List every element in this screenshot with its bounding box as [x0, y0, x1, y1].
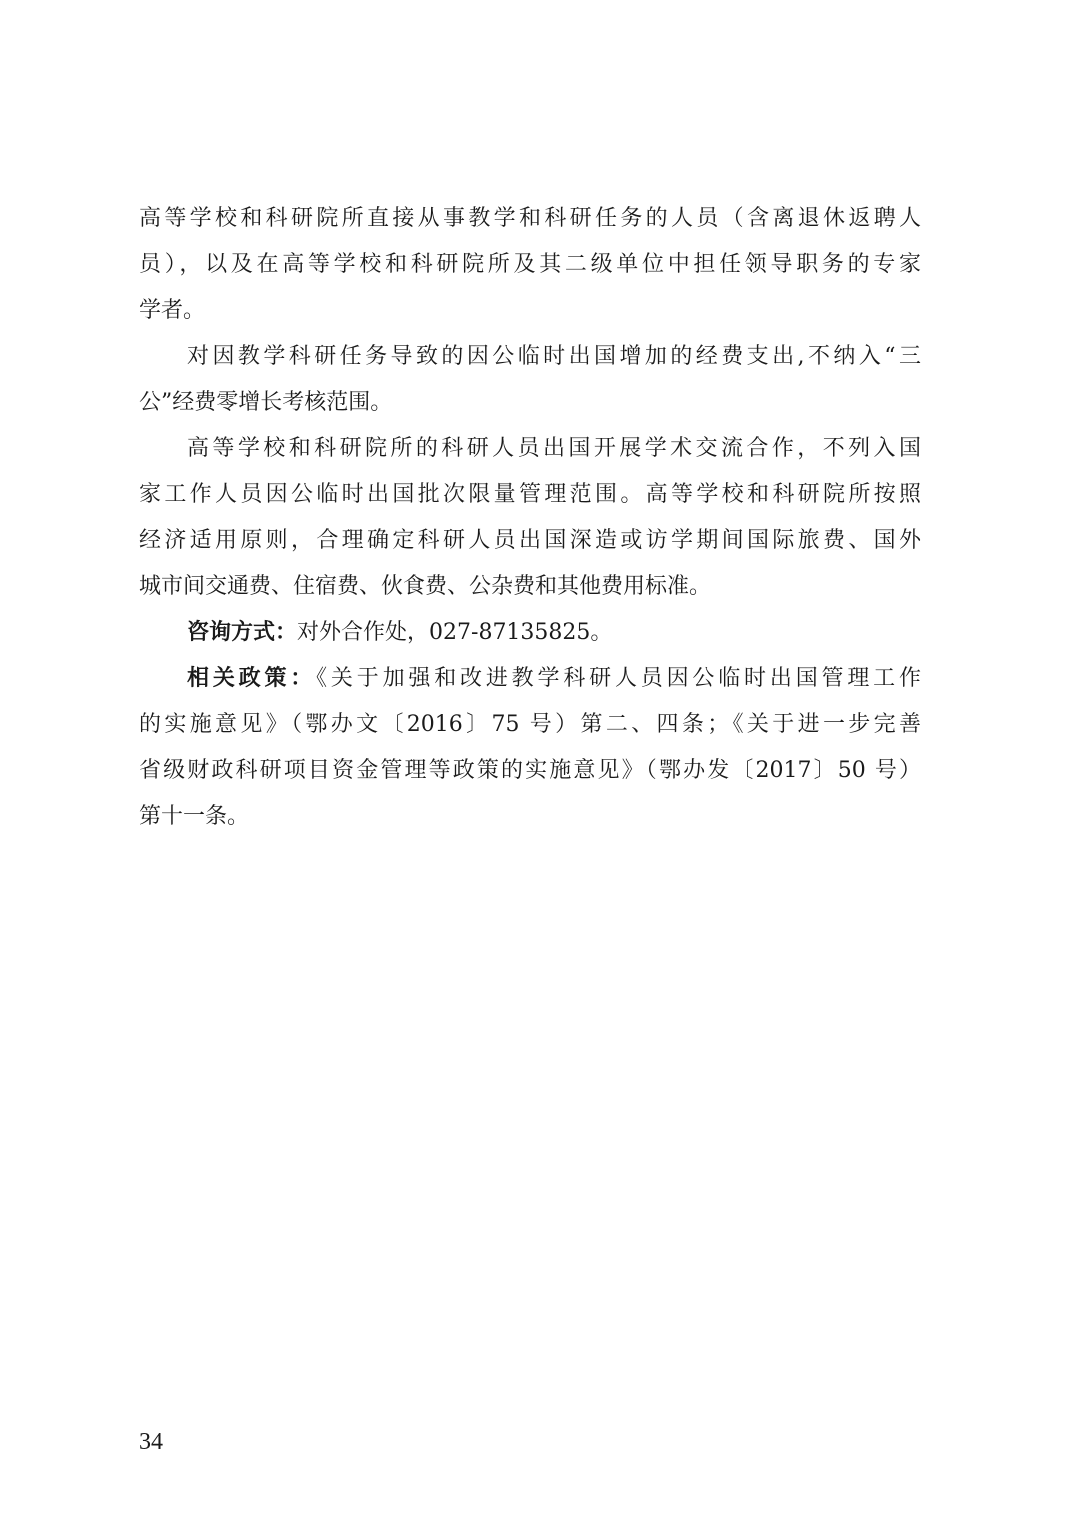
contact-label: 咨询方式：	[187, 620, 298, 645]
text-line: 高等学校和科研院所的科研人员出国开展学术交流合作，不列入国	[187, 436, 921, 461]
text-line: 第十一条。	[139, 804, 250, 829]
paragraph-eligible-personnel	[139, 196, 921, 334]
text-line: 员），以及在高等学校和科研院所及其二级单位中担任领导职务的专家	[139, 252, 921, 277]
paragraph-expense-exclusion	[139, 334, 921, 426]
text-line	[139, 610, 921, 656]
page-number: 34	[139, 1429, 163, 1455]
page-body	[139, 196, 921, 840]
text-line: 公”经费零增长考核范围。	[139, 390, 393, 415]
text-line: 家工作人员因公临时出国批次限量管理范围。高等学校和科研院所按照	[139, 482, 921, 507]
policy-label: 相关政策：	[187, 666, 317, 691]
text-line: 对因教学科研任务导致的因公临时出国增加的经费支出,不纳入“三	[187, 344, 921, 369]
text-line: 高等学校和科研院所直接从事教学和科研任务的人员（含离退休返聘人	[139, 206, 921, 231]
paragraph-related-policy	[139, 656, 921, 840]
policy-text: 《关于加强和改进教学科研人员因公临时出国管理工作	[316, 666, 921, 691]
contact-text: 对外合作处，027-87135825。	[297, 620, 613, 645]
text-line: 省级财政科研项目资金管理等政策的实施意见》（鄂办发〔2017〕50 号）	[139, 758, 921, 783]
paragraph-exchange-management	[139, 426, 921, 610]
text-line: 城市间交通费、住宿费、伙食费、公杂费和其他费用标准。	[139, 574, 712, 599]
text-line: 学者。	[139, 298, 206, 323]
paragraph-contact	[139, 610, 921, 656]
text-line: 经济适用原则，合理确定科研人员出国深造或访学期间国际旅费、国外	[139, 528, 921, 553]
text-line	[139, 656, 921, 702]
text-line: 的实施意见》（鄂办文〔2016〕75 号）第二、四条；《关于进一步完善	[139, 712, 921, 737]
